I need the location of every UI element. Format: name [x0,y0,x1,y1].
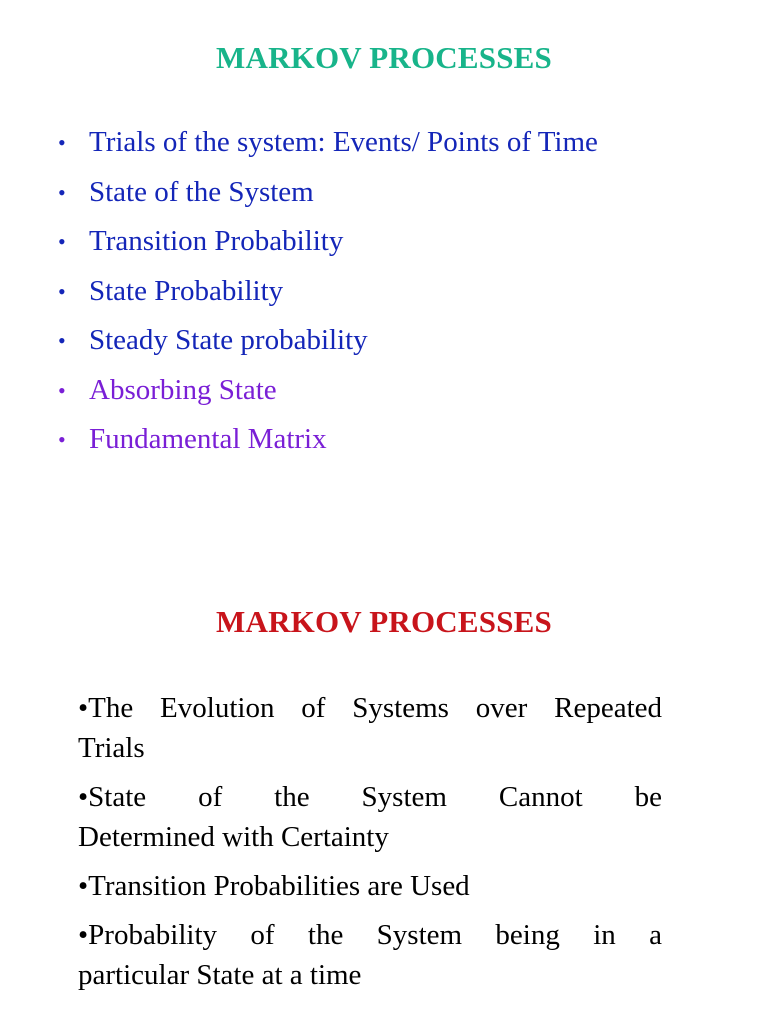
paragraph-line: Determined with Certainty [78,821,389,853]
paragraph-line: particular State at a time [78,959,362,991]
bullet-icon: • [58,427,66,452]
paragraph-list [78,688,662,1004]
paragraph-line: •State of the System Cannot be [78,781,662,813]
bullet-icon: • [58,179,66,205]
list-item-text: Fundamental Matrix [89,423,327,455]
list-item-text: State of the System [89,175,314,208]
list-item-text: Transition Probability [89,225,344,257]
bullet-icon: • [58,278,66,304]
paragraph [78,915,662,995]
paragraph [78,866,662,906]
list-item-text: State Probability [89,274,284,307]
paragraph [78,688,662,768]
slide-markov-definition [0,560,768,1024]
bullet-icon: • [58,328,66,353]
list-item-text: Trials of the system: Events/ Points of Time [89,126,598,158]
slide-title: MARKOV PROCESSES [216,604,552,639]
paragraph [78,777,662,857]
list-item-text: Steady State probability [89,324,368,356]
bullet-icon: • [58,229,66,254]
paragraph-line: •Transition Probabilities are Used [78,870,470,902]
paragraph-line: •The Evolution of Systems over Repeated [78,692,662,724]
bullet-icon: • [58,377,66,403]
bullet-icon: • [58,130,66,155]
slide-title: MARKOV PROCESSES [216,40,552,75]
paragraph-line: Trials [78,732,145,764]
list-item-text: Absorbing State [89,373,277,406]
paragraph-line: •Probability of the System being in a [78,919,662,951]
